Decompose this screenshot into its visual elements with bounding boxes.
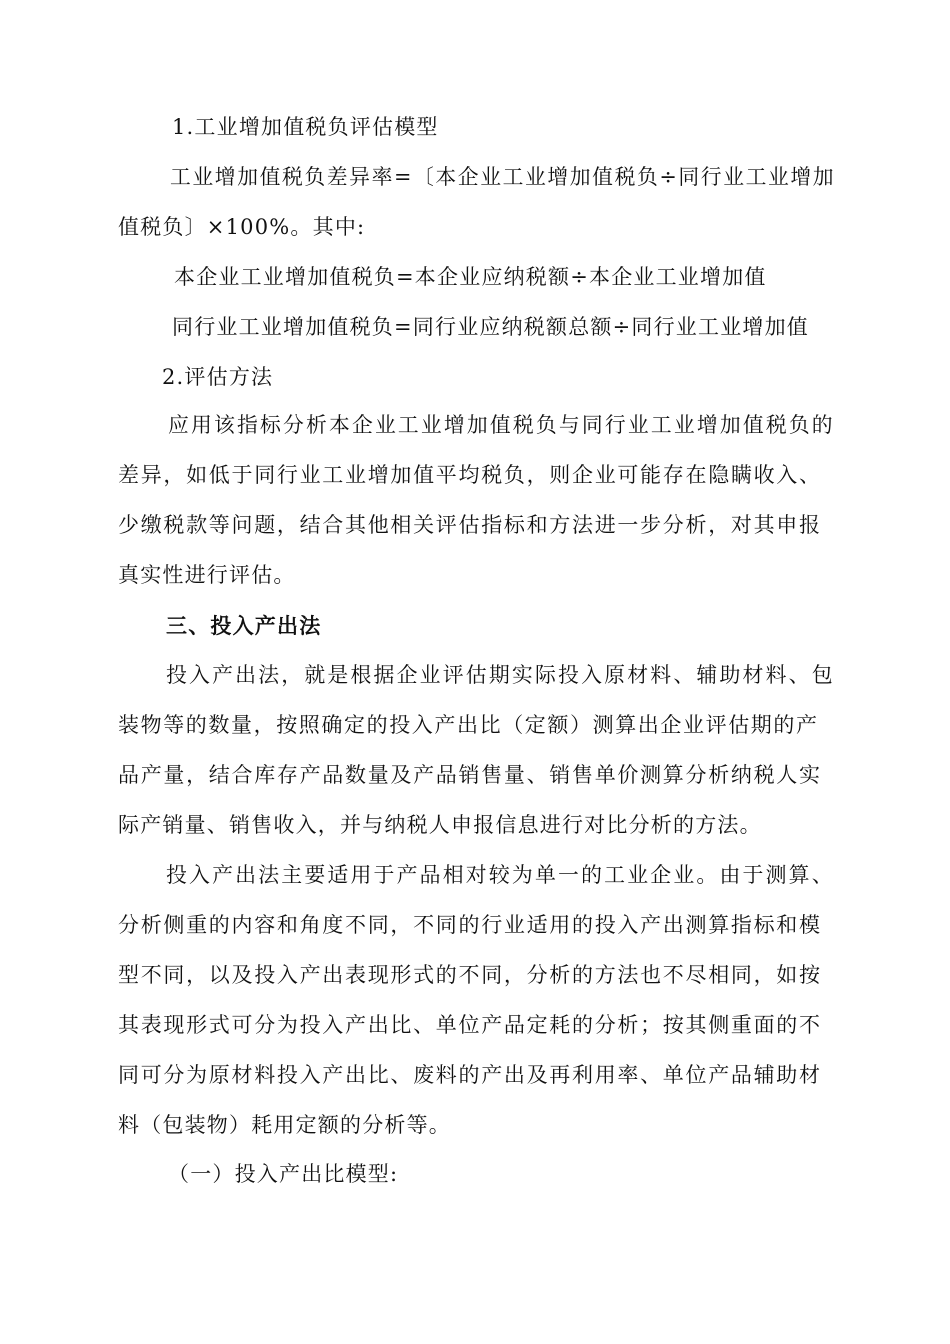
formula-company-burden: 本企业工业增加值税负=本企业应纳税额÷本企业工业增加值 xyxy=(174,265,767,289)
paragraph-line: 装物等的数量，按照确定的投入产出比（定额）测算出企业评估期的产 xyxy=(118,713,819,737)
paragraph-line: 投入产出法主要适用于产品相对较为单一的工业企业。由于测算、 xyxy=(166,863,835,887)
formula-line-2: 值税负〕×100%。其中: xyxy=(118,215,366,239)
paragraph-line: 真实性进行评估。 xyxy=(118,563,296,587)
formula-industry-burden: 同行业工业增加值税负=同行业应纳税额总额÷同行业工业增加值 xyxy=(172,315,809,339)
section-heading-input-output: 三、投入产出法 xyxy=(166,613,322,638)
paragraph-line: 分析侧重的内容和角度不同，不同的行业适用的投入产出测算指标和模 xyxy=(118,913,822,937)
paragraph-line: 型不同，以及投入产出表现形式的不同，分析的方法也不尽相同，如按 xyxy=(118,963,822,987)
paragraph-line: 其表现形式可分为投入产出比、单位产品定耗的分析；按其侧重面的不 xyxy=(118,1013,822,1037)
subheading-tax-model: 1.工业增加值税负评估模型 xyxy=(172,115,439,139)
paragraph-line: 应用该指标分析本企业工业增加值税负与同行业工业增加值税负的 xyxy=(168,413,835,437)
paragraph-line: 品产量，结合库存产品数量及产品销售量、销售单价测算分析纳税人实 xyxy=(118,763,822,787)
paragraph-line: 同可分为原材料投入产出比、废料的产出及再利用率、单位产品辅助材 xyxy=(118,1063,822,1087)
paragraph-line: 料（包装物）耗用定额的分析等。 xyxy=(118,1113,451,1137)
paragraph-line: 少缴税款等问题，结合其他相关评估指标和方法进一步分析，对其申报 xyxy=(118,513,822,537)
formula-line-1: 工业增加值税负差异率=〔本企业工业增加值税负÷同行业工业增加 xyxy=(170,165,836,189)
subheading-method: 2.评估方法 xyxy=(162,365,274,389)
paragraph-line: 差异，如低于同行业工业增加值平均税负，则企业可能存在隐瞒收入、 xyxy=(118,463,822,487)
paragraph-line: 际产销量、销售收入，并与纳税人申报信息进行对比分析的方法。 xyxy=(118,813,762,837)
subheading-io-ratio-model: （一）投入产出比模型: xyxy=(168,1162,399,1186)
paragraph-line: 投入产出法，就是根据企业评估期实际投入原材料、辅助材料、包 xyxy=(166,663,835,687)
